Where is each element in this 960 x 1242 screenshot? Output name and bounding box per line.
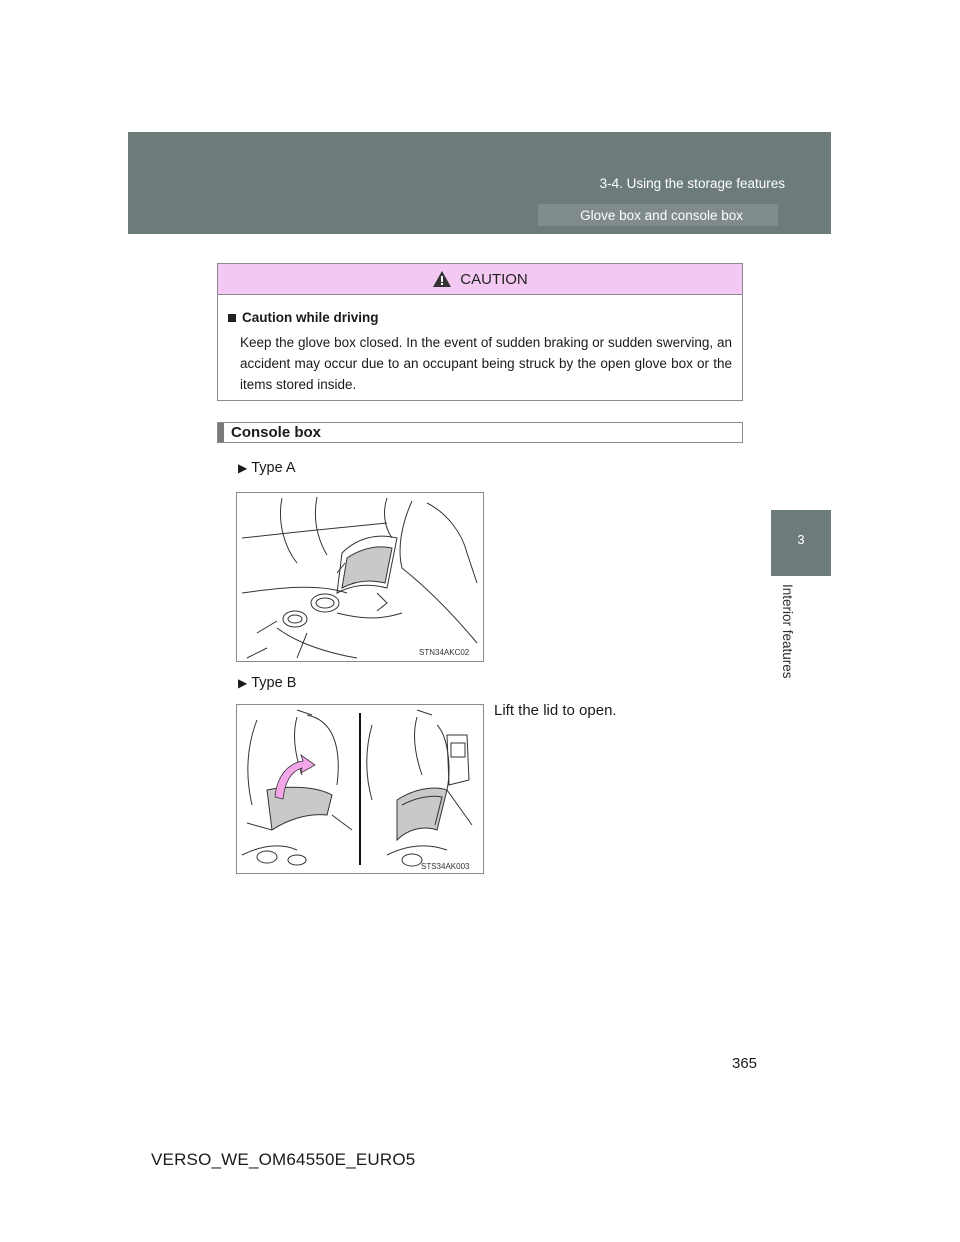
document-code: VERSO_WE_OM64550E_EURO5 [151,1150,416,1169]
chapter-number: 3 [797,532,805,547]
figure-type-a [236,492,484,662]
triangle-pointer-icon: ▶ [238,676,248,690]
console-box-type-a-illustration [237,493,483,661]
figure-code-a: STN34AKC02 [419,648,470,657]
console-box-type-b-illustration [237,705,483,873]
caution-heading: CAUTION [460,270,528,288]
page-number: 365 [732,1055,758,1072]
triangle-pointer-icon: ▶ [238,461,248,475]
figure-type-b [236,704,484,874]
section-heading-bar [218,423,224,442]
type-b-label [238,675,296,691]
warning-triangle-icon [432,270,452,288]
type-b-instruction: Lift the lid to open. [494,702,617,719]
chapter-tab [771,510,831,576]
caution-header [218,264,742,295]
square-bullet-icon [228,314,236,322]
caution-subheading: Caution while driving [242,310,379,325]
header-section: 3-4. Using the storage features [599,176,785,191]
type-b-text: Type B [251,675,297,691]
type-a-label [238,460,296,476]
caution-body [218,295,742,395]
type-a-text: Type A [251,460,296,476]
caution-box [217,263,743,401]
section-heading [217,422,743,443]
chapter-label: Interior features [780,584,795,679]
header-title: Glove box and console box [580,208,743,223]
figure-code-b: STS34AK003 [421,862,470,871]
section-title: Console box [231,424,322,441]
page-header [128,132,831,234]
caution-subheading-row [228,307,732,328]
caution-text: Keep the glove box closed. In the event of sudden braking or sudden swerving, an accident may occur due to an occupant being struck by the open glove box or the items stored inside. [240,335,732,392]
